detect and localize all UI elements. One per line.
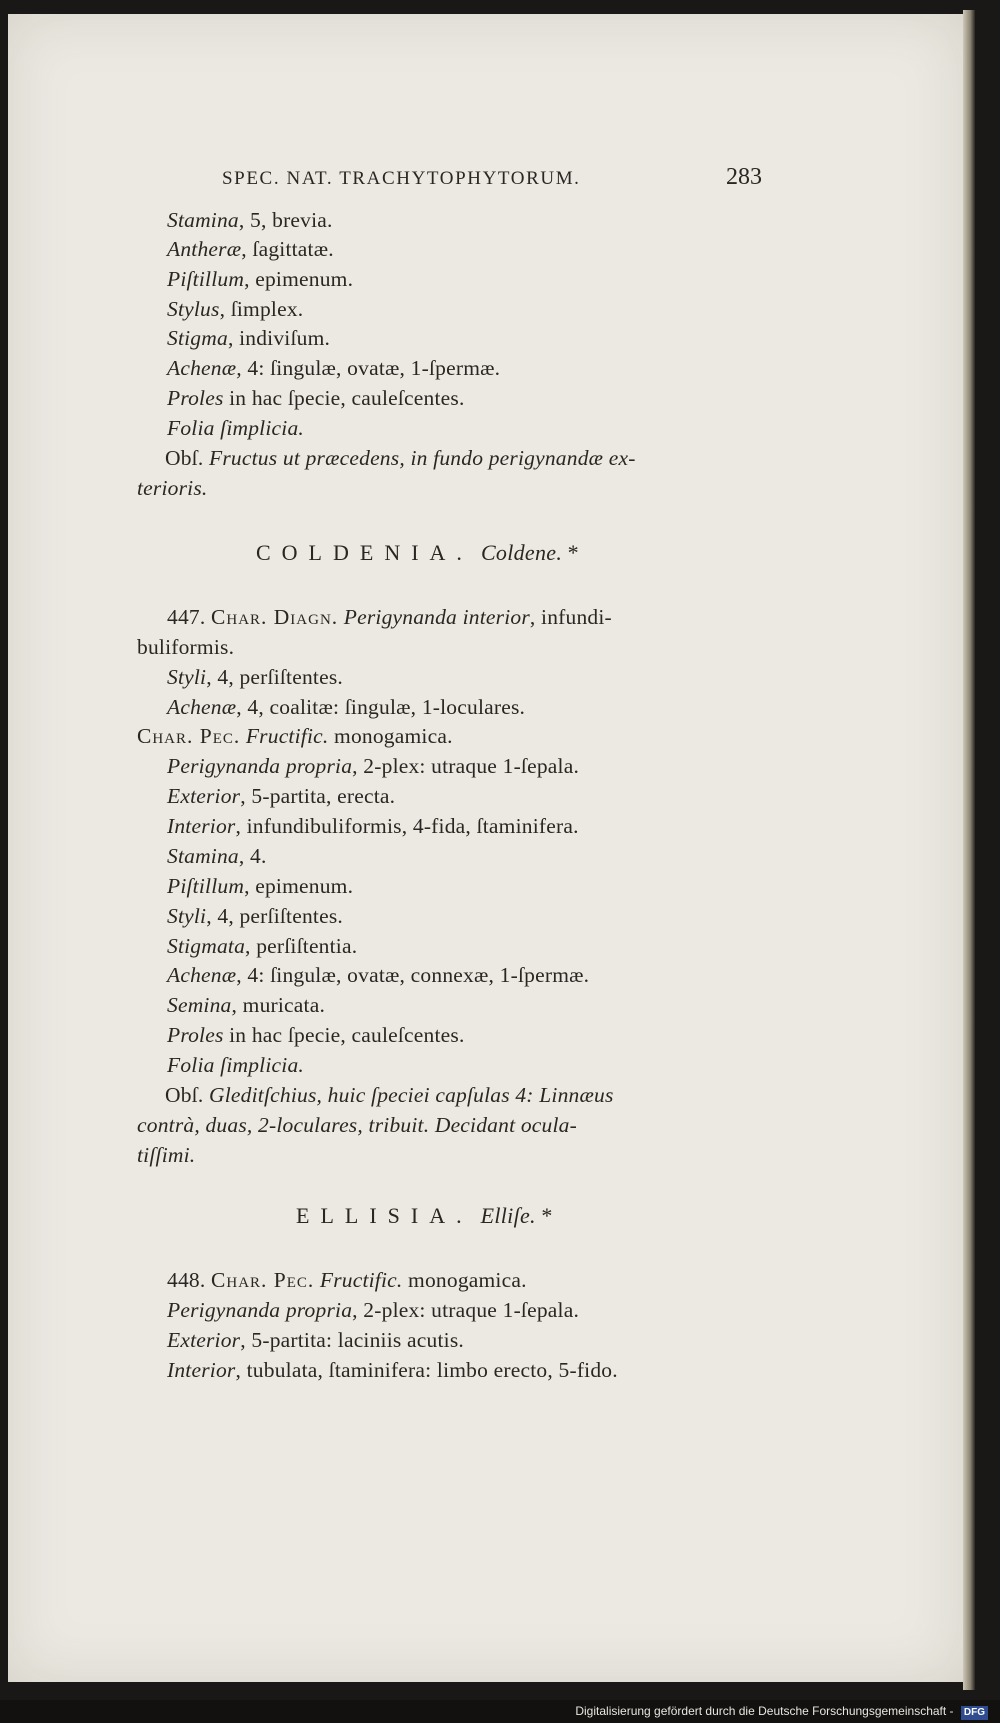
text-line: Achenæ, 4, coalitæ: ſingulæ, 1-loculares. <box>167 695 526 719</box>
text-line: Proles in hac ſpecie, cauleſcentes. <box>167 386 465 410</box>
text-line: Folia ſimplicia. <box>167 416 304 440</box>
text-line: Interior, tubulata, ſtaminifera: limbo erecto, 5-fido. <box>167 1358 618 1382</box>
text-line: Piſtillum, epimenum. <box>167 874 354 898</box>
character-peculiar-line: Char. Pec. Fructific. monogamica. <box>137 724 453 748</box>
character-peculiar-line: 448. Char. Pec. Fructific. monogamica. <box>167 1268 527 1292</box>
text-line: Styli, 4, perſiſtentes. <box>167 904 343 928</box>
running-head-title: SPEC. NAT. TRACHYTOPHYTORUM. <box>222 168 581 189</box>
observation-line: contrà, duas, 2-loculares, tribuit. Decidant ocula- <box>137 1113 577 1137</box>
page-edge <box>963 10 975 1690</box>
text-line: Perigynanda propria, 2-plex: utraque 1-ſepala. <box>167 1298 580 1322</box>
text-line: Folia ſimplicia. <box>167 1053 304 1077</box>
text-line: Perigynanda propria, 2-plex: utraque 1-ſepala. <box>167 754 580 778</box>
dfg-logo: DFG <box>961 1706 988 1720</box>
text-line: Styli, 4, perſiſtentes. <box>167 665 343 689</box>
text-line: Achenæ, 4: ſingulæ, ovatæ, connexæ, 1-ſpermæ. <box>167 963 590 987</box>
text-line: Stigmata, perſiſtentia. <box>167 934 358 958</box>
text-line: Proles in hac ſpecie, cauleſcentes. <box>167 1023 465 1047</box>
text-line: Piſtillum, epimenum. <box>167 267 354 291</box>
footer-text: Digitalisierung gefördert durch die Deutsche Forschungsgemeinschaft - <box>575 1704 954 1718</box>
text-line: Antheræ, ſagittatæ. <box>167 237 334 261</box>
observation-line: terioris. <box>137 476 208 500</box>
text-line: Stigma, indiviſum. <box>167 326 331 350</box>
text-line: Stylus, ſimplex. <box>167 297 304 321</box>
page-number: 283 <box>726 164 762 190</box>
book-page <box>8 14 963 1682</box>
text-line: Achenæ, 4: ſingulæ, ovatæ, 1-ſpermæ. <box>167 356 501 380</box>
running-head <box>222 164 762 190</box>
character-diagnosis-line: 447. Char. Diagn. Perigynanda interior, infundi- <box>167 605 612 629</box>
text-line: Stamina, 5, brevia. <box>167 208 333 232</box>
digitization-footer <box>0 1700 1000 1723</box>
genus-heading-coldenia: COLDENIA. Coldene. * <box>256 540 579 565</box>
observation-line: Obſ. Fructus ut præcedens, in fundo perigynandæ ex- <box>165 446 636 470</box>
text-line: Interior, infundibuliformis, 4-fida, ſtaminifera. <box>167 814 579 838</box>
genus-heading-ellisia: ELLISIA. Elliſe. * <box>296 1203 553 1228</box>
text-line: buliformis. <box>137 635 235 659</box>
text-line: Exterior, 5-partita: laciniis acutis. <box>167 1328 464 1352</box>
observation-line: tiſſimi. <box>137 1143 196 1167</box>
text-line: Semina, muricata. <box>167 993 326 1017</box>
text-line: Exterior, 5-partita, erecta. <box>167 784 396 808</box>
text-line: Stamina, 4. <box>167 844 267 868</box>
observation-line: Obſ. Gleditſchius, huic ſpeciei capſulas 4: Linnæus <box>165 1083 614 1107</box>
